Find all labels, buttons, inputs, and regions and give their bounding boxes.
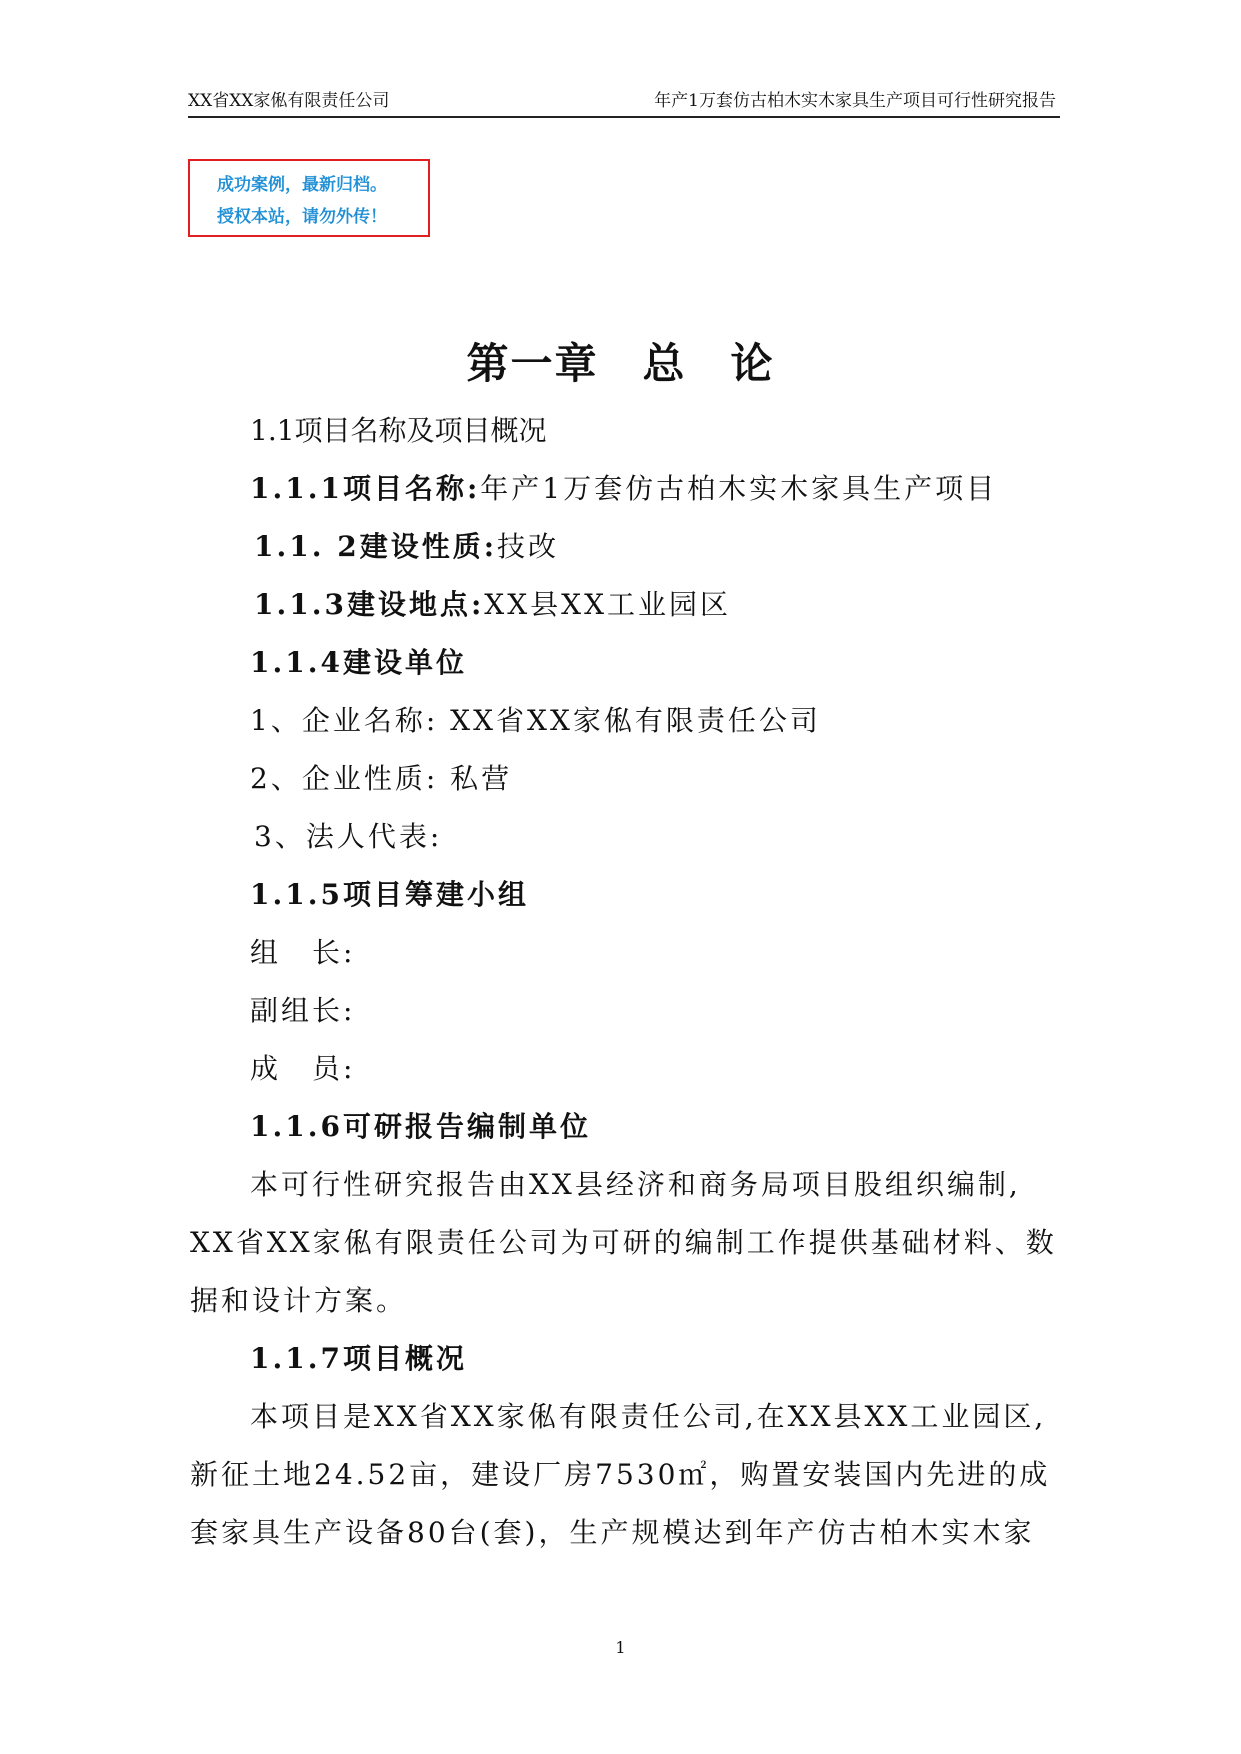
construction-site-value: XX县XX工业园区 [484,588,732,621]
archive-notice-stamp [188,159,430,237]
vice-group-leader: 副组长: [250,994,356,1027]
section-1-1-3 [254,585,731,625]
compile-paragraph-line-2: XX省XX家俬有限责任公司为可研的编制工作提供基础材料、数 [190,1226,1057,1259]
section-1-1-heading: 1.1项目名称及项目概况 [250,414,547,447]
stamp-line-1: 成功案例，最新归档。 [217,175,387,195]
construction-nature-label: 1.1. 2建设性质: [254,530,498,563]
header-report-title: 年产1万套仿古柏木实木家具生产项目可行性研究报告 [654,91,1056,111]
enterprise-nature: 2、企业性质: 私营 [250,762,513,795]
section-1-1-2 [254,527,559,567]
project-name-label: 1.1.1项目名称: [250,472,481,505]
compile-paragraph-line-3: 据和设计方案。 [190,1284,408,1317]
chapter-title: 第一章 总 论 [466,339,775,388]
overview-paragraph-line-2: 新征土地24.52亩，建设厂房7530㎡，购置安装国内先进的成 [190,1458,1051,1491]
enterprise-name: 1、企业名称: XX省XX家俬有限责任公司 [250,704,821,737]
overview-paragraph-line-3: 套家具生产设备80台(套)，生产规模达到年产仿古柏木实木家 [190,1516,1035,1549]
header-company: XX省XX家俬有限责任公司 [188,91,390,111]
construction-site-label: 1.1.3建设地点: [254,588,485,621]
page-number: 1 [615,1638,626,1657]
section-1-1-6-heading: 1.1.6可研报告编制单位 [250,1110,591,1143]
page-header [188,86,1060,118]
project-name-value: 年产1万套仿古柏木实木家具生产项目 [480,472,998,505]
group-leader: 组 长: [250,936,356,969]
construction-nature-value: 技改 [497,530,560,563]
group-members: 成 员: [250,1052,356,1085]
overview-paragraph-line-1: 本项目是XX省XX家俬有限责任公司,在XX县XX工业园区, [250,1400,1047,1433]
section-1-1-1 [250,469,997,509]
section-1-1-7-heading: 1.1.7项目概况 [250,1342,467,1375]
section-1-1-5-heading: 1.1.5项目筹建小组 [250,878,529,911]
section-1-1-4-heading: 1.1.4建设单位 [250,646,467,679]
compile-paragraph-line-1: 本可行性研究报告由XX县经济和商务局项目股组织编制, [250,1168,1021,1201]
stamp-line-2: 授权本站，请勿外传！ [217,207,387,227]
legal-representative: 3、法人代表: [254,820,443,853]
